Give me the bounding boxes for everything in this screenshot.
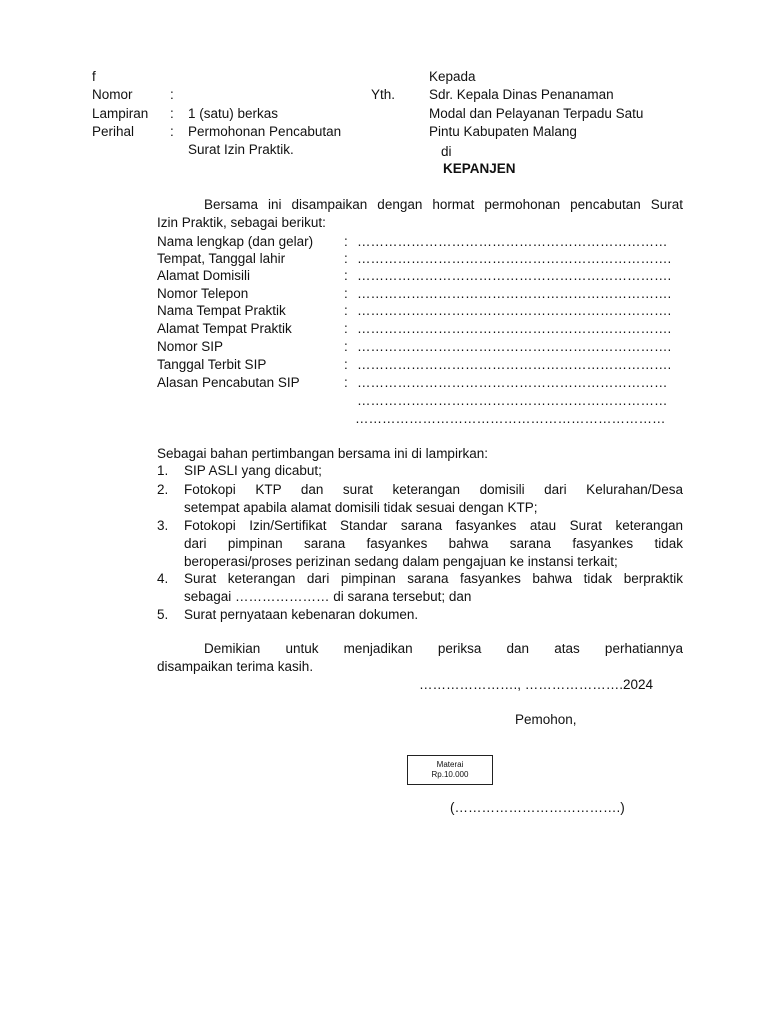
field-dots: …………………………………………………………… (357, 375, 668, 390)
field-colon: : (344, 286, 348, 301)
attachment-text: SIP ASLI yang dicabut; (184, 463, 322, 478)
field-colon: : (344, 234, 348, 249)
lampiran-value: 1 (satu) berkas (188, 106, 279, 121)
recipient-line3: Pintu Kabupaten Malang (429, 124, 577, 139)
kepada-label: Kepada (429, 69, 476, 84)
attachment-text: Fotokopi KTP dan surat keterangan domisili dari Kelurahan/Desa (184, 482, 683, 497)
field-label-tempat-tanggal-lahir: Tempat, Tanggal lahir (157, 251, 286, 266)
field-dots: ……………………………………………………………. (357, 357, 672, 372)
attachment-text: Fotokopi Izin/Sertifikat Standar sarana fasyankes atau Surat keterangan (184, 518, 683, 533)
yth-label: Yth. (371, 87, 396, 102)
perihal-value-line1: Permohonan Pencabutan (188, 124, 342, 139)
field-dots: ……………………………………………………………. (357, 339, 672, 354)
perihal-label: Perihal (92, 124, 135, 139)
recipient-line1: Sdr. Kepala Dinas Penanaman (429, 87, 614, 102)
field-label-tanggal-terbit-sip: Tanggal Terbit SIP (157, 357, 267, 372)
field-colon: : (344, 321, 348, 336)
field-colon: : (344, 251, 348, 266)
signature-line: (……………………………….) (450, 800, 625, 815)
field-label-nama-tempat-praktik: Nama Tempat Praktik (157, 303, 286, 318)
attachment-text: beroperasi/proses perizinan sedang dalam pengajuan ke instansi terkait; (184, 554, 618, 569)
perihal-colon: : (170, 124, 174, 139)
materai-value: Rp.10.000 (431, 770, 469, 779)
pemohon-label: Pemohon, (515, 712, 577, 727)
date-line: …………………., ………………….2024 (419, 677, 654, 692)
intro-line2: Izin Praktik, sebagai berikut: (157, 215, 326, 230)
field-dots-continuation: …………………………………………………………… (355, 411, 666, 426)
materai-label: Materai (436, 760, 464, 769)
attachment-text: sebagai ………………… di sarana tersebut; dan (184, 589, 472, 604)
f-mark: f (92, 69, 96, 84)
materai-stamp-box (407, 755, 493, 785)
field-colon: : (344, 375, 348, 390)
attachment-text: setempat apabila alamat domisili tidak sesuai dengan KTP; (184, 500, 538, 515)
attachment-text: Surat keterangan dari pimpinan sarana fasyankes bahwa tidak berpraktik (184, 571, 683, 586)
closing-line2: disampaikan terima kasih. (157, 659, 314, 674)
lampiran-colon: : (170, 106, 174, 121)
field-label-alasan-pencabutan: Alasan Pencabutan SIP (157, 375, 300, 390)
field-dots: …………………………………………………………… (357, 234, 668, 249)
attachment-number: 3. (157, 518, 169, 533)
field-dots: ……………………………………………………………. (357, 303, 672, 318)
field-dots: ……………………………………………………………. (357, 321, 672, 336)
field-label-nomor-telepon: Nomor Telepon (157, 286, 249, 301)
attachment-text: dari pimpinan sarana fasyankes bahwa sarana fasyankes tidak (184, 536, 683, 551)
field-label-alamat-tempat-praktik: Alamat Tempat Praktik (157, 321, 292, 336)
nomor-colon: : (170, 87, 174, 102)
closing-line1: Demikian untuk menjadikan periksa dan atas perhatiannya (204, 641, 683, 656)
field-dots-continuation: …………………………………………………………… (357, 393, 668, 408)
attachment-number: 5. (157, 607, 169, 622)
lampiran-label: Lampiran (92, 106, 149, 121)
city-heading: KEPANJEN (443, 161, 516, 176)
field-colon: : (344, 357, 348, 372)
field-label-nama: Nama lengkap (dan gelar) (157, 234, 314, 249)
attachment-text: Surat pernyataan kebenaran dokumen. (184, 607, 419, 622)
attachment-number: 2. (157, 482, 169, 497)
attachment-number: 4. (157, 571, 169, 586)
field-dots: ……………………………………………………………. (357, 286, 672, 301)
nomor-label: Nomor (92, 87, 133, 102)
perihal-value-line2: Surat Izin Praktik. (188, 142, 294, 157)
field-label-alamat-domisili: Alamat Domisili (157, 268, 251, 283)
intro-line1: Bersama ini disampaikan dengan hormat permohonan pencabutan Surat (204, 197, 683, 212)
field-dots: ……………………………………………………………. (357, 251, 672, 266)
field-colon: : (344, 268, 348, 283)
field-label-nomor-sip: Nomor SIP (157, 339, 224, 354)
field-colon: : (344, 339, 348, 354)
di-label: di (441, 144, 452, 159)
field-colon: : (344, 303, 348, 318)
attachments-intro: Sebagai bahan pertimbangan bersama ini di lampirkan: (157, 446, 488, 461)
attachment-number: 1. (157, 463, 169, 478)
field-dots: ……………………………………………………………. (357, 268, 672, 283)
recipient-line2: Modal dan Pelayanan Terpadu Satu (429, 106, 644, 121)
